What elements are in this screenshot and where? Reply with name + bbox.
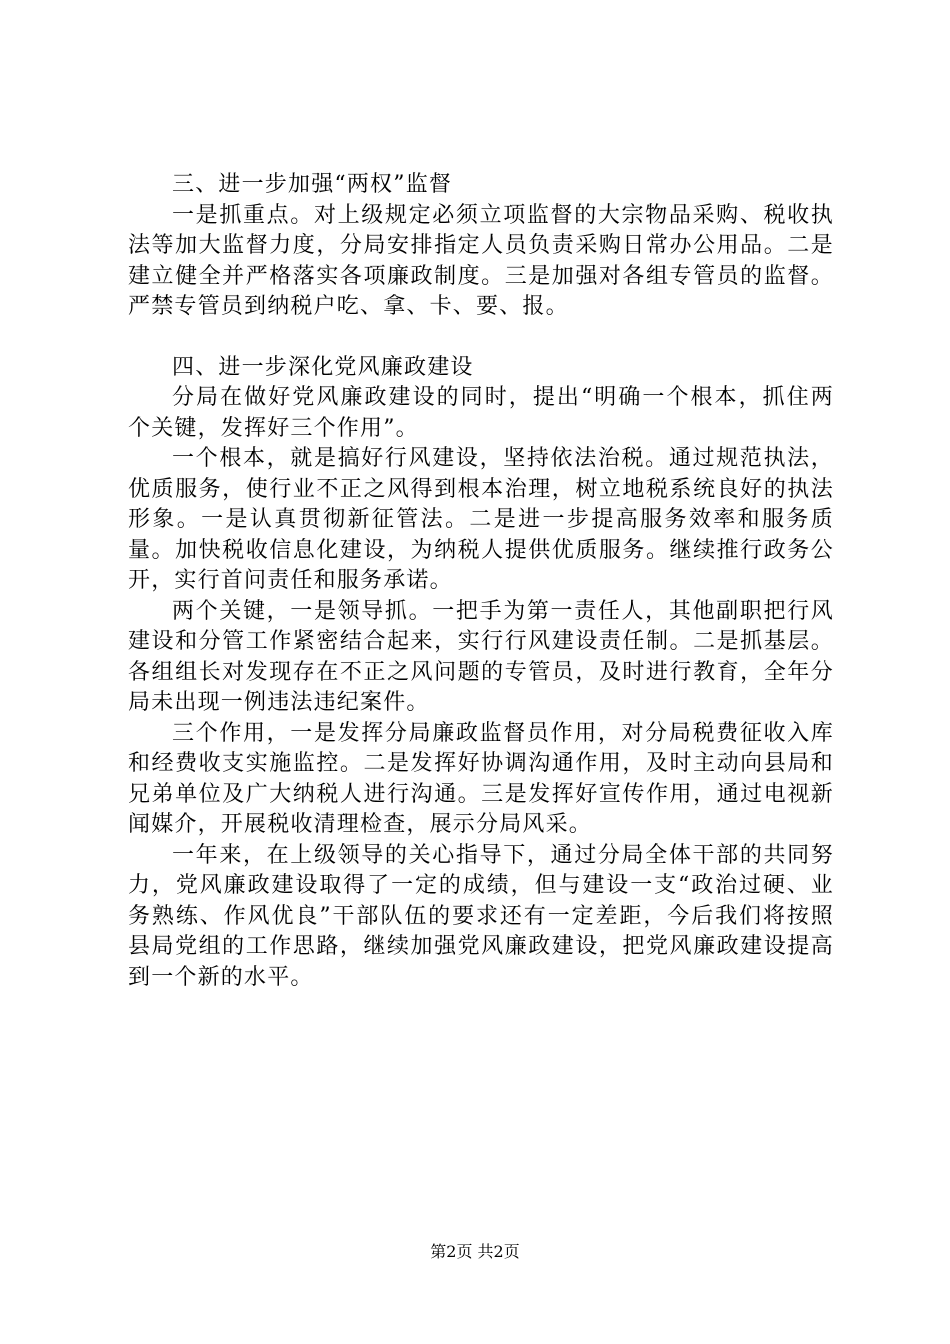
section-heading-party-conduct: 四、进一步深化党风廉政建设	[172, 354, 474, 380]
page-number-footer: 第2页 共2页	[430, 1242, 520, 1261]
paragraph-intro: 分局在做好党风廉政建设的同时，提出“明确一个根本，抓住两个关键，发挥好三个作用”。	[128, 385, 834, 441]
section-gap	[128, 323, 834, 353]
paragraph-key-points: 一是抓重点。对上级规定必须立项监督的大宗物品采购、税收执法等加大监督力度，分局安排指定人员负责采购日常办公用品。二是建立健全并严格落实各项廉政制度。三是加强对各组专管员的监督。严禁专管员到纳税户吃、拿、卡、要、报。	[128, 202, 834, 319]
paragraph-summary: 一年来，在上级领导的关心指导下，通过分局全体干部的共同努力，党风廉政建设取得了一定的成绩，但与建设一支“政治过硬、业务熟练、作风优良”干部队伍的要求还有一定差距，今后我们将按照县局党组的工作思路，继续加强党风廉政建设，把党风廉政建设提高到一个新的水平。	[128, 842, 834, 990]
section-heading-supervision: 三、进一步加强“两权”监督	[172, 172, 453, 197]
paragraph-one-root: 一个根本，就是搞好行风建设，坚持依法治税。通过规范执法，优质服务，使行业不正之风得到根本治理，树立地税系统良好的执法形象。一是认真贯彻新征管法。二是进一步提高服务效率和服务质量。加快税收信息化建设，为纳税人提供优质服务。继续推行政务公开，实行首问责任和服务承诺。	[128, 446, 834, 593]
document-body	[128, 170, 834, 993]
paragraph-three-roles: 三个作用，一是发挥分局廉政监督员作用，对分局税费征收入库和经费收支实施监控。二是发挥好协调沟通作用，及时主动向县局和兄弟单位及广大纳税人进行沟通。三是发挥好宣传作用，通过电视新闻媒介，开展税收清理检查，展示分局风采。	[128, 720, 834, 837]
paragraph-two-keys: 两个关键，一是领导抓。一把手为第一责任人，其他副职把行风建设和分管工作紧密结合起来，实行行风建设责任制。二是抓基层。各组组长对发现存在不正之风问题的专管员，及时进行教育，全年分局未出现一例违法违纪案件。	[128, 598, 834, 715]
